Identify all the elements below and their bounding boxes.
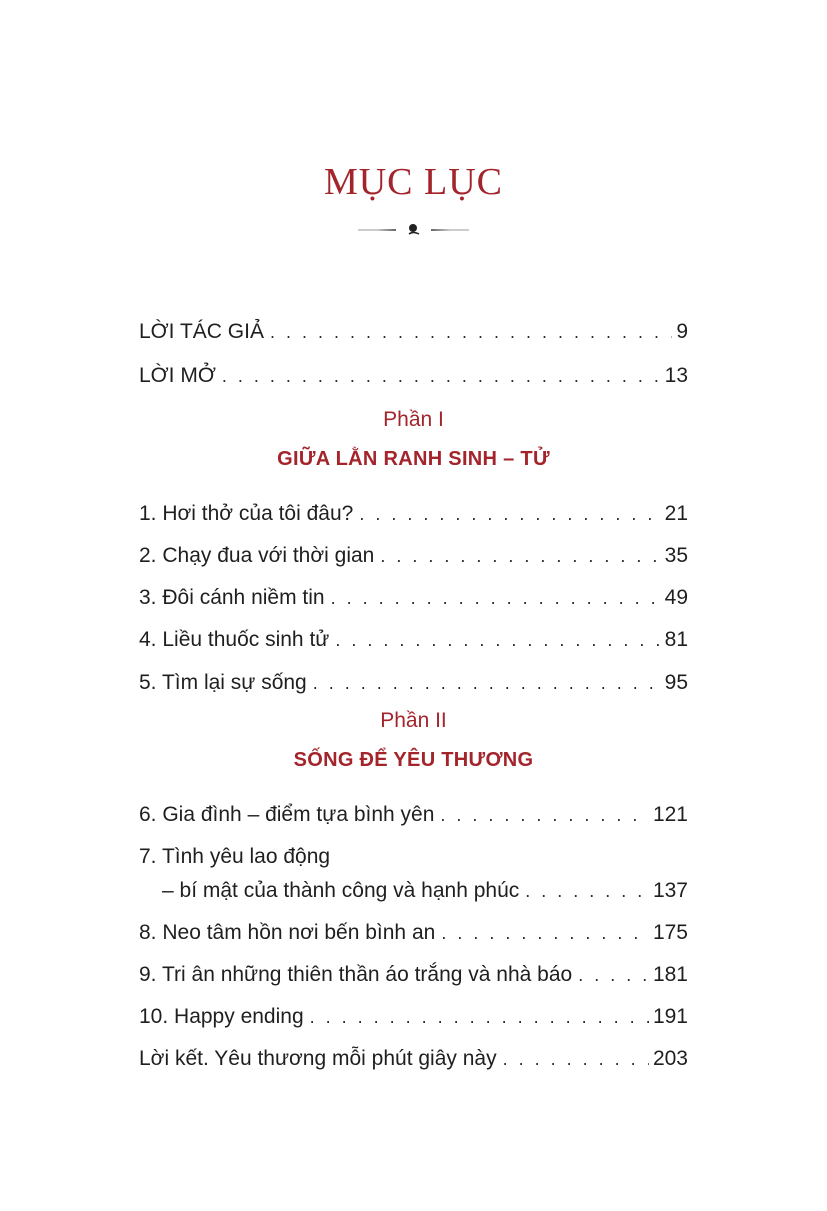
entry-page: 13 <box>664 364 688 387</box>
dot-leader <box>335 627 660 653</box>
toc-entry[interactable] <box>139 543 688 569</box>
entry-page: 95 <box>664 671 688 694</box>
entry-label: 9. Tri ân những thiên thần áo trắng và nhà báo <box>139 963 573 986</box>
entry-label: – bí mật của thành công và hạnh phúc <box>162 879 520 902</box>
entry-page: 9 <box>676 320 688 343</box>
entry-label: 1. Hơi thở của tôi đâu? <box>139 502 354 525</box>
title-ornament <box>356 222 471 238</box>
dot-leader <box>380 543 660 569</box>
entry-page: 81 <box>664 628 688 651</box>
entry-page: 203 <box>652 1047 688 1070</box>
toc-entry[interactable] <box>139 627 688 653</box>
entry-page: 191 <box>652 1005 688 1028</box>
part1-title: GIỮA LẰN RANH SINH – TỬ <box>277 448 550 470</box>
entry-label: 10. Happy ending <box>139 1005 304 1028</box>
entry-page: 137 <box>652 879 688 902</box>
entry-page: 121 <box>652 803 688 826</box>
part1-label: Phần I <box>383 408 444 431</box>
dot-leader <box>270 319 672 345</box>
entry-page: 181 <box>652 963 688 986</box>
dot-leader <box>525 878 649 904</box>
toc-entry[interactable] <box>162 878 688 904</box>
toc-entry[interactable] <box>139 670 688 696</box>
entry-page: 35 <box>664 544 688 567</box>
toc-entry[interactable] <box>139 1004 688 1030</box>
dot-leader <box>440 802 649 828</box>
entry-label-line1[interactable]: 7. Tình yêu lao động <box>139 845 331 868</box>
page-title: MỤC LỤC <box>323 161 504 203</box>
entry-page: 49 <box>664 586 688 609</box>
entry-page: 21 <box>664 502 688 525</box>
entry-label: 4. Liều thuốc sinh tử <box>139 628 330 651</box>
dot-leader <box>331 585 661 611</box>
dot-leader <box>578 962 649 988</box>
toc-entry[interactable] <box>139 920 688 946</box>
entry-label: 5. Tìm lại sự sống <box>139 671 307 694</box>
part2-title: SỐNG ĐỂ YÊU THƯƠNG <box>293 749 534 771</box>
toc-entry[interactable] <box>139 802 688 828</box>
entry-label: 3. Đôi cánh niềm tin <box>139 586 325 609</box>
toc-entry[interactable] <box>139 1046 688 1072</box>
entry-label: 2. Chạy đua với thời gian <box>139 544 375 567</box>
entry-label: Lời kết. Yêu thương mỗi phút giây này <box>139 1047 497 1070</box>
dot-leader <box>441 920 649 946</box>
dot-leader <box>359 501 660 527</box>
entry-label: 8. Neo tâm hồn nơi bến bình an <box>139 921 436 944</box>
entry-label: 6. Gia đình – điểm tựa bình yên <box>139 803 435 826</box>
toc-entry[interactable] <box>139 501 688 527</box>
dot-leader <box>313 670 661 696</box>
entry-label: LỜI TÁC GIẢ <box>139 320 264 343</box>
entry-label: LỜI MỞ <box>139 364 216 387</box>
toc-entry[interactable] <box>139 585 688 611</box>
dot-leader <box>222 363 661 389</box>
dot-leader <box>310 1004 649 1030</box>
part2-label: Phần II <box>380 709 447 732</box>
entry-page: 175 <box>652 921 688 944</box>
toc-entry-author-note[interactable] <box>139 319 688 345</box>
toc-entry[interactable] <box>139 962 688 988</box>
toc-entry-preface[interactable] <box>139 363 688 389</box>
dot-leader <box>503 1046 649 1072</box>
